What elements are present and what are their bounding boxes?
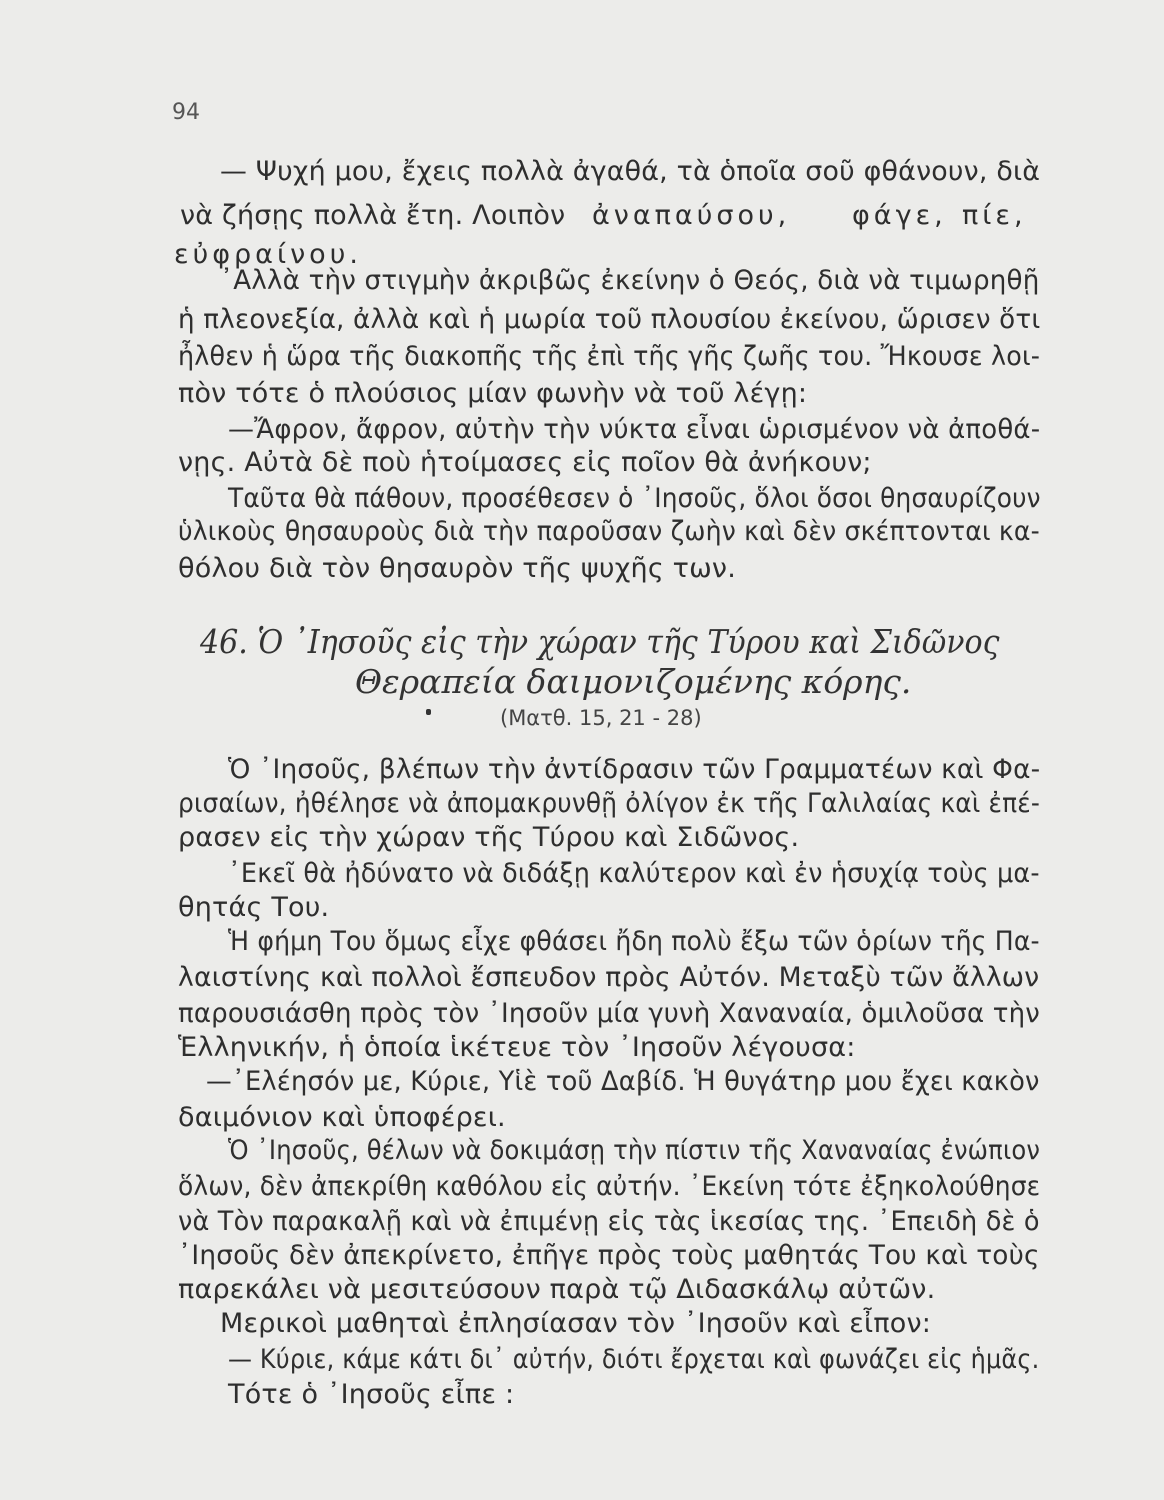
text-line: —᾿Ελέησόν με, Κύριε, Υἱὲ τοῦ Δαβίδ. Ἡ θυγάτηρ μου ἔχει κακὸν [206, 1066, 1040, 1097]
text-line: ἦλθεν ἡ ὥρα τῆς διακοπῆς τῆς ἐπὶ τῆς γῆς ζωῆς του. Ἤκουσε λοι- [178, 341, 1041, 372]
text-line-emphasis: πίε, [962, 200, 1027, 231]
text-line: ἡ πλεονεξία, ἀλλὰ καὶ ἡ μωρία τοῦ πλουσίου ἐκείνου, ὥρισεν ὅτι [178, 304, 1041, 335]
text-line: παρεκάλει νὰ μεσιτεύσουν παρὰ τῷ Διδασκάλῳ αὐτῶν. [178, 1274, 936, 1305]
text-line: ὅλων, δὲν ἀπεκρίθη καθόλου εἰς αὐτήν. ᾿Εκείνη τότε ἐξηκολούθησε [178, 1171, 1041, 1202]
text-line: Ἡ φήμη Του ὅμως εἶχε φθάσει ἤδη πολὺ ἔξω τῶν ὁρίων τῆς Πα- [228, 926, 1040, 957]
text-line: δαιμόνιον καὶ ὑποφέρει. [178, 1102, 506, 1133]
text-line: ᾿Εκεῖ θὰ ἠδύνατο νὰ διδάξῃ καλύτερον καὶ ἐν ἡσυχίᾳ τοὺς μα- [228, 858, 1040, 889]
page-number: 94 [172, 100, 200, 125]
text-line: Ὁ ᾿Ιησοῦς, θέλων νὰ δοκιμάσῃ τὴν πίστιν τῆς Χαναναίας ἐνώπιον [228, 1135, 1041, 1166]
text-line: Ταῦτα θὰ πάθουν, προσέθεσεν ὁ ᾿Ιησοῦς, ὅλοι ὅσοι θησαυρίζουν [228, 483, 1041, 514]
text-line: πὸν τότε ὁ πλούσιος μίαν φωνὴν νὰ τοῦ λέγῃ: [178, 378, 808, 409]
text-line: Ὁ ᾿Ιησοῦς, βλέπων τὴν ἀντίδρασιν τῶν Γραμματέων καὶ Φα- [228, 754, 1041, 785]
text-line: θητάς Του. [178, 892, 330, 923]
text-line: ὑλικοὺς θησαυροὺς διὰ τὴν παροῦσαν ζωὴν καὶ δὲν σκέπτονται κα- [178, 516, 1040, 547]
text-line: νὰ ζήσῃς πολλὰ ἔτη. Λοιπὸν [180, 200, 566, 231]
scripture-reference: (Ματθ. 15, 21 - 28) [500, 706, 702, 730]
section-heading: 46. Ὁ ᾿Ιησοῦς εἰς τὴν χώραν τῆς Τύρου καὶ Σιδῶνος [200, 622, 1000, 661]
text-line: — Κύριε, κάμε κάτι δι᾿ αὐτήν, διότι ἔρχεται καὶ φωνάζει εἰς ἡμᾶς. [228, 1344, 1040, 1375]
text-line: ᾿Αλλὰ τὴν στιγμὴν ἀκριβῶς ἐκείνην ὁ Θεός, διὰ νὰ τιμωρηθῇ [220, 265, 1040, 296]
text-line: — Ψυχή μου, ἔχεις πολλὰ ἀγαθά, τὰ ὁποῖα σοῦ φθάνουν, διὰ [220, 156, 1041, 187]
text-line: Ἑλληνικήν, ἡ ὁποία ἱκέτευε τὸν ᾿Ιησοῦν λέγουσα: [178, 1032, 856, 1063]
text-line: νὰ Τὸν παρακαλῇ καὶ νὰ ἐπιμένῃ εἰς τὰς ἱκεσίας της. ᾿Επειδὴ δὲ ὁ [178, 1206, 1040, 1237]
text-line-emphasis: ἀναπαύσου, [592, 200, 791, 231]
text-line: παρουσιάσθη πρὸς τὸν ᾿Ιησοῦν μία γυνὴ Χαναναία, ὁμιλοῦσα τὴν [178, 998, 1040, 1029]
text-line: —Ἄφρον, ἄφρον, αὐτὴν τὴν νύκτα εἶναι ὡρισμένον νὰ ἀποθά- [228, 414, 1041, 445]
text-line-emphasis: εὐφραίνου. [174, 239, 362, 270]
text-line: ρισαίων, ἠθέλησε νὰ ἀπομακρυνθῇ ὀλίγον ἐκ τῆς Γαλιλαίας καὶ ἐπέ- [178, 788, 1041, 819]
text-line: Τότε ὁ ᾿Ιησοῦς εἶπε : [228, 1379, 515, 1410]
ink-dot [426, 709, 431, 715]
text-line: Μερικοὶ μαθηταὶ ἐπλησίασαν τὸν ᾿Ιησοῦν καὶ εἶπον: [220, 1308, 932, 1339]
text-line: λαιστίνης καὶ πολλοὶ ἔσπευδον πρὸς Αὐτόν. Μεταξὺ τῶν ἄλλων [178, 962, 1040, 993]
text-line: θόλου διὰ τὸν θησαυρὸν τῆς ψυχῆς των. [178, 553, 736, 584]
text-line: ᾿Ιησοῦς δὲν ἀπεκρίνετο, ἐπῆγε πρὸς τοὺς μαθητάς Του καὶ τοὺς [178, 1240, 1040, 1271]
text-line: ρασεν εἰς τὴν χώραν τῆς Τύρου καὶ Σιδῶνος. [178, 822, 800, 853]
section-subheading: Θεραπεία δαιμονιζομένης κόρης. [355, 662, 912, 701]
text-line-emphasis: φάγε, [852, 200, 947, 231]
text-line: νῃς. Αὐτὰ δὲ ποὺ ἡτοίμασες εἰς ποῖον θὰ ἀνήκουν; [178, 447, 872, 478]
